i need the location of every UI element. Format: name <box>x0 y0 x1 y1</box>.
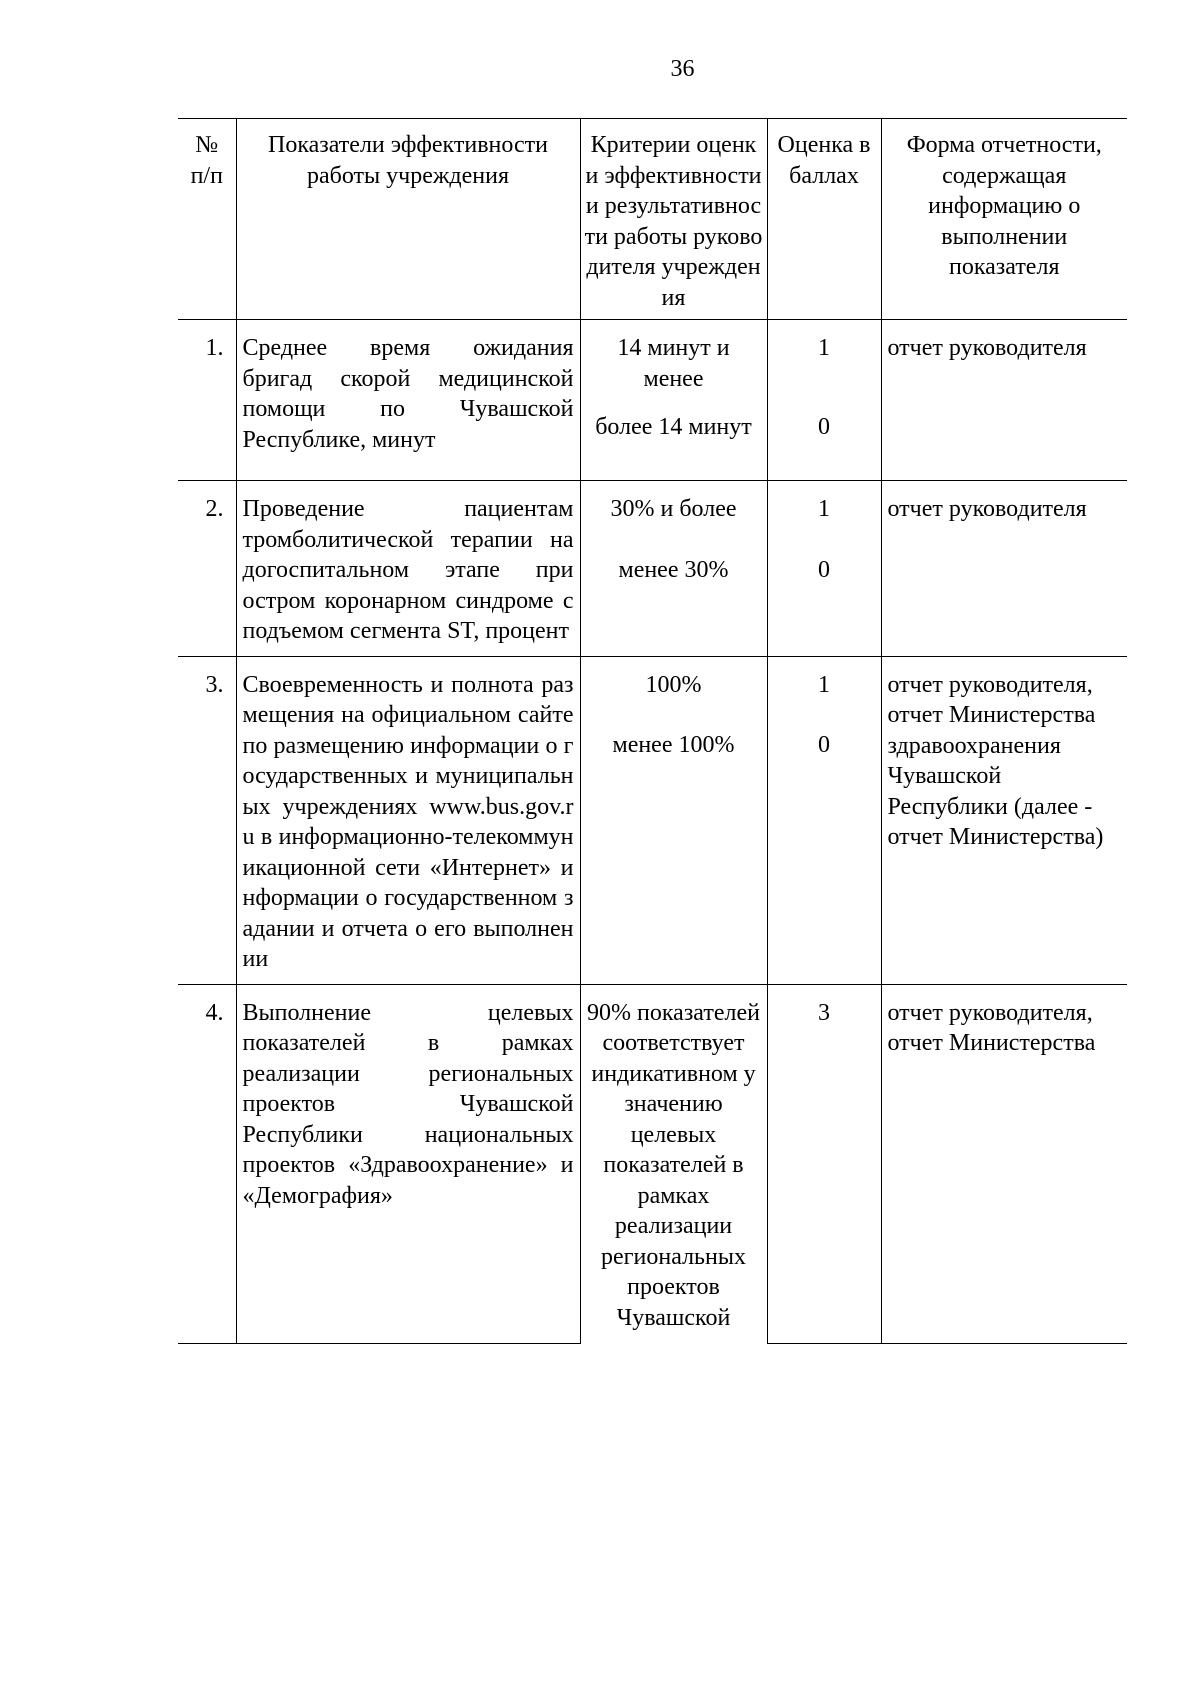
header-criteria: Критерии оценки эффективности и результативнос ти работы руководителя учреждения <box>580 119 767 320</box>
page-number: 36 <box>670 56 695 82</box>
row-indicator: Своевременность и полнота размещения на официальном сайте по размещению информации о государственных и муниципальных учреждениях www.bus.gov.ru в информационно-телекоммуникационной сети «Интернет» информации о государственном задании и отчета о его выполнении <box>236 656 580 984</box>
row-report: отчет руководителя <box>881 320 1127 481</box>
row-criteria <box>580 984 767 1343</box>
row-scores <box>767 984 881 1343</box>
row-indicator: Выполнение целевых показателей в рамках реализации региональных проектов Чувашской Республики национальных проектов «Здравоохранение» и «Демография» <box>236 984 580 1343</box>
score-item: 0 <box>818 413 830 440</box>
header-report-form: Форма отчетности, содержащая информацию о выполнении показателя <box>881 119 1127 320</box>
header-score: Оценка в баллах <box>767 119 881 320</box>
table-row <box>178 481 1127 657</box>
indicators-table <box>178 118 1127 1344</box>
score-item: 3 <box>818 999 830 1026</box>
header-indicator: Показатели эффективности работы учреждения <box>236 119 580 320</box>
row-scores <box>767 320 881 481</box>
table-row <box>178 320 1127 481</box>
row-indicator: Среднее время ожидания бригад скорой медицинской помощи по Чувашской Республике, минут <box>236 320 580 481</box>
row-report: отчет руководителя <box>881 481 1127 657</box>
row-number: 1. <box>178 320 236 481</box>
row-report: отчет руководителя, отчет Министерства <box>881 984 1127 1343</box>
score-item: 1 <box>818 671 830 698</box>
table-row <box>178 656 1127 984</box>
criteria-item: 90% показателей соответствует индикативном у значению целевых показателей в рамках реализации региональных проектов Чувашской <box>587 999 760 1331</box>
row-number: 2. <box>178 481 236 657</box>
score-item: 0 <box>818 556 830 583</box>
score-item: 0 <box>818 732 830 758</box>
row-criteria <box>580 320 767 481</box>
row-report: отчет руководителя, отчет Министерства здравоохранения Чувашской Республики (далее - отчет Министерства) <box>881 656 1127 984</box>
table-row <box>178 984 1127 1343</box>
criteria-item: более 14 минут <box>595 414 752 440</box>
criteria-item: 100% <box>645 671 702 698</box>
row-criteria <box>580 481 767 657</box>
table-header-row <box>178 119 1127 320</box>
header-number: № п/п <box>178 119 236 320</box>
row-scores <box>767 656 881 984</box>
score-item: 1 <box>818 335 830 361</box>
criteria-item: 30% и более <box>610 496 737 522</box>
row-scores <box>767 481 881 657</box>
criteria-item: 14 минут и менее <box>617 335 730 392</box>
row-criteria <box>580 656 767 984</box>
criteria-item: менее 100% <box>612 732 735 758</box>
criteria-item: менее 30% <box>618 556 729 583</box>
row-number: 4. <box>178 984 236 1343</box>
score-item: 1 <box>818 496 830 522</box>
row-number: 3. <box>178 656 236 984</box>
row-indicator: Проведение пациентам тромболитической терапии на догоспитальном этапе при остром коронарном синдроме с подъемом сегмента ST, процент <box>236 481 580 657</box>
